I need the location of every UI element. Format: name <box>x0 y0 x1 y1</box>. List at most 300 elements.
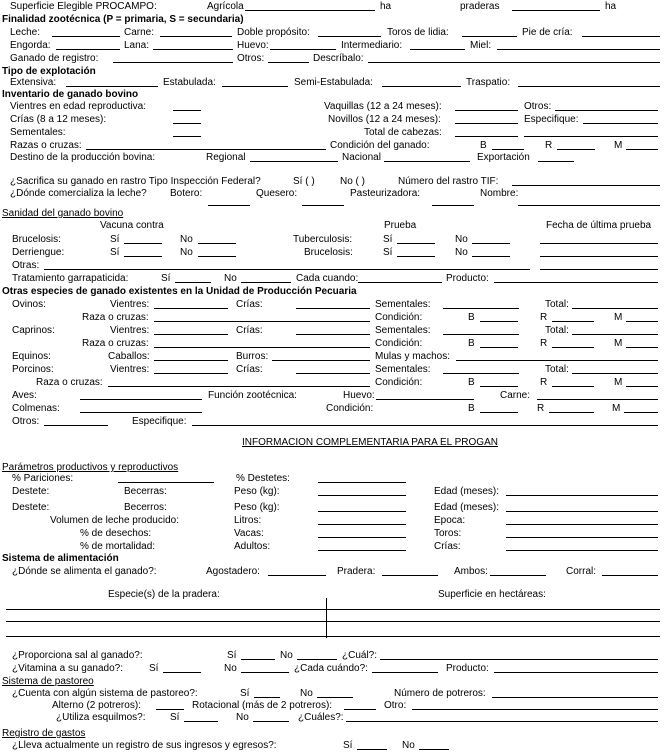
colmenas-b-field[interactable] <box>480 412 518 413</box>
vientres-field[interactable] <box>173 110 201 111</box>
leche-label: Leche: <box>10 27 41 38</box>
ovinos-crias-field[interactable] <box>296 308 370 309</box>
colmenas-r-field[interactable] <box>549 412 594 413</box>
funcion-label: Función zootécnica: <box>208 390 297 401</box>
pradera-row-1[interactable] <box>6 609 660 610</box>
extensiva-label: Extensiva: <box>10 77 57 88</box>
sal-label: ¿Proporciona sal al ganado?: <box>12 650 143 661</box>
pariciones-field[interactable] <box>118 482 214 483</box>
nacional-label: Nacional <box>342 152 381 163</box>
epoca-label: Epoca: <box>434 515 466 526</box>
condicion-m-label: M <box>614 140 623 151</box>
mulas-field[interactable] <box>456 360 658 361</box>
crias-param-label: Crías: <box>434 541 461 552</box>
sal-no-label: No <box>280 650 293 661</box>
ovinos-r-field[interactable] <box>552 321 594 322</box>
otras-especies-title: Otras especies de ganado existentes en la Unidad de Producción Pecuaria <box>2 286 357 297</box>
garrapaticida-si: Sí <box>161 273 171 284</box>
ha-label: ha <box>380 1 392 12</box>
caprinos-r-field[interactable] <box>552 347 594 348</box>
sacrifica-label: ¿Sacrifica su ganado en rastro Tipo Inspección Federal? <box>10 176 261 187</box>
alterno-field[interactable] <box>156 709 184 710</box>
caprinos-vientres-field[interactable] <box>154 334 228 335</box>
agricola-label: Agrícola <box>207 1 244 12</box>
ovinos-m-field[interactable] <box>626 321 658 322</box>
huevo-field[interactable] <box>270 49 336 50</box>
vacas-field[interactable] <box>318 537 406 538</box>
intermediario-field[interactable] <box>410 49 465 50</box>
traspatio-field[interactable] <box>518 86 660 87</box>
porcinos-crias-field[interactable] <box>296 373 370 374</box>
sal-si-field[interactable] <box>241 659 275 660</box>
otras-fecha-field[interactable] <box>540 269 658 270</box>
caprinos-label: Caprinos: <box>12 325 55 336</box>
porcinos-raza-label: Raza o cruzas: <box>36 377 103 388</box>
brucelosis-prueba-no-field[interactable] <box>472 256 510 257</box>
lleva-si-field[interactable] <box>357 749 387 750</box>
derriengue-si: Sí <box>110 247 120 258</box>
tuberculosis-no: No <box>455 234 468 245</box>
potreros-field[interactable] <box>492 697 658 698</box>
corral-field[interactable] <box>602 575 658 576</box>
otros-inv-field[interactable] <box>555 110 658 111</box>
nombre-field[interactable] <box>518 205 660 206</box>
porcinos-m-field[interactable] <box>626 386 658 387</box>
ovinos-total-field[interactable] <box>572 308 658 309</box>
caprinos-raza-label: Raza o cruzas: <box>82 338 149 349</box>
porcinos-b-label: B <box>468 377 475 388</box>
brucelosis-si-field[interactable] <box>124 243 162 244</box>
otros-inv-label: Otros: <box>524 101 552 112</box>
ovinos-raza-field[interactable] <box>154 321 370 322</box>
especifique-field-2[interactable] <box>524 136 658 137</box>
toros-lidia-label: Toros de lidia: <box>387 27 449 38</box>
vacas-label: Vacas: <box>234 528 264 539</box>
caprinos-b-label: B <box>468 338 475 349</box>
vitamina-no-field[interactable] <box>241 672 289 673</box>
vitamina-producto-field[interactable] <box>494 672 658 673</box>
becerros-peso-field[interactable] <box>318 511 406 512</box>
brucelosis-prueba-no: No <box>455 247 468 258</box>
otros-especies-field[interactable] <box>44 425 108 426</box>
porcinos-total-label: Total: <box>545 364 569 375</box>
caprinos-total-label: Total: <box>545 325 569 336</box>
toros-lidia-field[interactable] <box>462 36 517 37</box>
lleva-si-label: Sí <box>343 740 353 751</box>
pie-cria-field[interactable] <box>582 36 660 37</box>
pastoreo-title: Sistema de pastoreo <box>2 676 94 687</box>
vientres-label: Vientres en edad reproductiva: <box>10 101 147 112</box>
sacrifica-si[interactable]: Sí ( ) <box>293 176 315 187</box>
inventario-title: Inventario de ganado bovino <box>2 89 139 100</box>
miel-field[interactable] <box>497 49 660 50</box>
aves-label: Aves: <box>12 390 37 401</box>
ha-label-2: ha <box>605 1 617 12</box>
extensiva-field[interactable] <box>66 86 158 87</box>
pradera-table-divider <box>326 598 327 638</box>
brucelosis-no-field[interactable] <box>198 243 236 244</box>
caprinos-sementales-field[interactable] <box>443 334 519 335</box>
rotacional-label: Rotacional (más de 2 potreros): <box>192 700 333 711</box>
sementales-field[interactable] <box>173 136 201 137</box>
ovinos-sementales-field[interactable] <box>443 308 519 309</box>
ovinos-total-label: Total: <box>545 299 569 310</box>
tuberculosis-si-field[interactable] <box>397 243 435 244</box>
condicion-b-field[interactable] <box>492 149 524 150</box>
producto-label: Producto: <box>446 273 489 284</box>
ovinos-b-label: B <box>468 312 475 323</box>
destete-label-2: Destete: <box>12 502 50 513</box>
razas-field[interactable] <box>86 149 326 150</box>
vitamina-producto-label: Producto: <box>446 663 489 674</box>
carne-aves-label: Carne: <box>500 390 531 401</box>
numero-tif-field[interactable] <box>512 185 660 186</box>
novillos-label: Novillos (12 a 24 meses): <box>328 114 441 125</box>
parametros-title: Parámetros productivos y reproductivos <box>2 462 179 473</box>
condicion-m-field[interactable] <box>626 149 658 150</box>
pie-cria-label: Pie de cría: <box>522 27 573 38</box>
caballos-field[interactable] <box>154 360 228 361</box>
superficie-label: Superficie Elegible PROCAMPO: <box>10 1 157 12</box>
cual-field[interactable] <box>380 659 658 660</box>
ovinos-raza-label: Raza o cruzas: <box>82 312 149 323</box>
pradera-row-3[interactable] <box>6 636 660 637</box>
engorda-label: Engorda: <box>10 40 51 51</box>
otro-label: Otro: <box>384 700 407 711</box>
ambos-field[interactable] <box>490 575 546 576</box>
colmenas-field[interactable] <box>80 412 202 413</box>
lana-label: Lana: <box>124 40 150 51</box>
porcinos-raza-field[interactable] <box>108 386 370 387</box>
sal-si-label: Sí <box>227 650 237 661</box>
porcinos-sementales-field[interactable] <box>443 373 519 374</box>
carne-field[interactable] <box>160 36 232 37</box>
especifique-especies-label: Especifique: <box>132 416 187 427</box>
brucelosis-prueba-si-field[interactable] <box>397 256 435 257</box>
becerros-label: Becerros: <box>124 502 167 513</box>
exportacion-field[interactable] <box>538 161 574 162</box>
vitamina-si-label: Sí <box>149 663 159 674</box>
praderas-label: praderas <box>460 1 500 12</box>
otros-especies-label: Otros: <box>12 416 40 427</box>
burros-label: Burros: <box>236 351 269 362</box>
caprinos-m-label: M <box>614 338 623 349</box>
colmenas-r-label: R <box>537 403 545 414</box>
becerras-edad-label: Edad (meses): <box>434 486 500 497</box>
epoca-field[interactable] <box>506 524 658 525</box>
volumen-label: Volumen de leche producido: <box>50 515 179 526</box>
garrapaticida-no: No <box>224 273 237 284</box>
miel-label: Miel: <box>470 40 492 51</box>
becerros-edad-label: Edad (meses): <box>434 502 500 513</box>
praderas-field[interactable] <box>512 10 600 11</box>
brucelosis-si: Sí <box>110 234 120 245</box>
estabulada-field[interactable] <box>222 86 288 87</box>
semi-field[interactable] <box>382 86 461 87</box>
litros-field[interactable] <box>318 524 406 525</box>
litros-label: Litros: <box>234 515 262 526</box>
toros-label: Toros: <box>434 528 462 539</box>
sementales-label: Sementales: <box>10 127 66 138</box>
quesero-field[interactable] <box>302 205 344 206</box>
ganado-registro-field[interactable] <box>113 62 233 63</box>
becerras-edad-field[interactable] <box>506 495 658 496</box>
carne-aves-field[interactable] <box>537 399 658 400</box>
especies-pradera-label: Especie(s) de la pradera: <box>108 589 220 600</box>
carne-label: Carne: <box>124 27 155 38</box>
porcinos-total-field[interactable] <box>572 373 658 374</box>
caprinos-raza-field[interactable] <box>154 347 370 348</box>
caprinos-vientres-label: Vientres: <box>110 325 150 336</box>
novillos-field[interactable] <box>455 123 518 124</box>
esquilmos-si-label: Sí <box>170 712 180 723</box>
total-cabezas-label: Total de cabezas: <box>364 127 442 138</box>
lleva-no-label: No <box>402 740 415 751</box>
razas-label: Razas o cruzas: <box>10 140 82 151</box>
condicion-r-label: R <box>545 140 553 151</box>
esquilmos-no-field[interactable] <box>253 721 289 722</box>
comercializa-label: ¿Dónde comercializa la leche? <box>10 188 147 199</box>
botero-field[interactable] <box>208 205 250 206</box>
ovinos-m-label: M <box>614 312 623 323</box>
nacional-field[interactable] <box>384 161 470 162</box>
botero-label: Botero: <box>170 188 203 199</box>
brucelosis-no: No <box>180 234 193 245</box>
crias-field[interactable] <box>173 123 201 124</box>
potreros-label: Número de potreros: <box>394 688 486 699</box>
porcinos-vientres-label: Vientres: <box>110 364 150 375</box>
destetes-field[interactable] <box>318 482 406 483</box>
finalidad-title: Finalidad zootécnica (P = primaria, S = secundaria) <box>2 14 244 25</box>
otras-field[interactable] <box>44 269 530 270</box>
especifique-label: Especifique: <box>524 114 579 125</box>
otro-field[interactable] <box>412 709 658 710</box>
becerros-peso-label: Peso (kg): <box>234 502 280 513</box>
vitamina-no-label: No <box>224 663 237 674</box>
derriengue-no-field[interactable] <box>198 256 236 257</box>
describalo-field[interactable] <box>368 62 660 63</box>
regional-field[interactable] <box>250 161 338 162</box>
cada-cuando-field[interactable] <box>358 282 442 283</box>
equinos-label: Equinos: <box>12 351 51 362</box>
derriengue-si-field[interactable] <box>124 256 162 257</box>
aves-field[interactable] <box>80 399 202 400</box>
caprinos-crias-field[interactable] <box>296 334 370 335</box>
numero-tif-label: Número del rastro TIF: <box>398 176 499 187</box>
producto-field[interactable] <box>494 282 658 283</box>
becerras-label: Becerras: <box>124 486 167 497</box>
destetes-label: % Destetes: <box>236 473 290 484</box>
vitamina-si-field[interactable] <box>163 672 201 673</box>
lleva-label: ¿Lleva actualmente un registro de sus ingresos y egresos?: <box>12 740 277 751</box>
cuenta-no-label: No <box>300 688 313 699</box>
caprinos-crias-label: Crías: <box>236 325 263 336</box>
caballos-label: Caballos: <box>108 351 150 362</box>
vaquillas-label: Vaquillas (12 a 24 meses): <box>324 101 442 112</box>
doble-field[interactable] <box>318 36 381 37</box>
esquilmos-si-field[interactable] <box>184 721 218 722</box>
brucelosis-prueba-label: Brucelosis: <box>304 247 353 258</box>
cuenta-si-field[interactable] <box>254 697 280 698</box>
cuenta-si-label: Sí <box>240 688 250 699</box>
becerros-edad-field[interactable] <box>506 511 658 512</box>
cuenta-no-field[interactable] <box>317 697 353 698</box>
especifique-field[interactable] <box>583 123 658 124</box>
sal-no-field[interactable] <box>297 659 337 660</box>
prueba-label: Prueba <box>384 220 417 231</box>
porcinos-vientres-field[interactable] <box>154 373 228 374</box>
especifique-especies-field[interactable] <box>192 425 658 426</box>
pradera-row-2[interactable] <box>6 621 660 622</box>
destino-label: Destino de la producción bovina: <box>10 152 156 163</box>
condicion-r-field[interactable] <box>557 149 595 150</box>
cuenta-label: ¿Cuenta con algún sistema de pastoreo?: <box>12 688 198 699</box>
garrapaticida-no-field[interactable] <box>241 282 291 283</box>
donde-label: ¿Dónde se alimenta el ganado?: <box>12 566 157 577</box>
pradera-label: Pradera: <box>337 566 376 577</box>
ovinos-condicion-label: Condición: <box>375 312 423 323</box>
desechos-label: % de desechos: <box>80 528 152 539</box>
alimentacion-title: Sistema de alimentación <box>2 553 119 564</box>
brucelosis-prueba-si: Sí <box>383 247 393 258</box>
colmenas-b-label: B <box>468 403 475 414</box>
toros-field[interactable] <box>506 537 658 538</box>
engorda-field[interactable] <box>56 49 120 50</box>
vaquillas-field[interactable] <box>455 110 518 111</box>
ganado-registro-label: Ganado de registro: <box>10 53 99 64</box>
vacuna-label: Vacuna contra <box>100 220 164 231</box>
ovinos-r-label: R <box>540 312 548 323</box>
vitamina-label: ¿Vitamina a su ganado?: <box>12 663 124 674</box>
huevo-aves-field[interactable] <box>376 399 474 400</box>
semi-label: Semi-Estabulada: <box>294 77 373 88</box>
ovinos-b-field[interactable] <box>480 321 518 322</box>
colmenas-label: Colmenas: <box>12 403 60 414</box>
caprinos-total-field[interactable] <box>572 334 658 335</box>
intermediario-label: Intermediario: <box>341 40 403 51</box>
huevo-label: Huevo: <box>237 40 269 51</box>
caprinos-b-field[interactable] <box>480 347 518 348</box>
porcinos-crias-label: Crías: <box>236 364 263 375</box>
gastos-title: Registro de gastos <box>2 728 86 739</box>
derriengue-label: Derriengue: <box>12 247 65 258</box>
porcinos-r-label: R <box>540 377 548 388</box>
superficie-ha-label: Superficie en hectáreas: <box>438 589 546 600</box>
cuales-field[interactable] <box>346 721 658 722</box>
adultos-field[interactable] <box>318 550 406 551</box>
burros-field[interactable] <box>272 360 370 361</box>
ovinos-vientres-field[interactable] <box>154 308 228 309</box>
cada-cuando-label: Cada cuando: <box>296 273 359 284</box>
porcinos-label: Porcinos: <box>12 364 54 375</box>
huevo-aves-label: Huevo: <box>343 390 375 401</box>
crias-param-field[interactable] <box>506 550 658 551</box>
otros-field[interactable] <box>268 62 309 63</box>
cuales-label: ¿Cuáles?: <box>298 712 344 723</box>
otros-label: Otros: <box>237 53 265 64</box>
pradera-field[interactable] <box>382 575 438 576</box>
tuberculosis-fecha-field[interactable] <box>540 243 658 244</box>
cual-label: ¿Cuál?: <box>342 650 378 661</box>
ambos-label: Ambos: <box>454 566 488 577</box>
pariciones-label: % Pariciones: <box>12 473 74 484</box>
destete-label: Destete: <box>12 486 50 497</box>
garrapaticida-label: Tratamiento garrapaticida: <box>12 273 129 284</box>
agostadero-field[interactable] <box>268 575 326 576</box>
describalo-label: Descríbalo: <box>313 53 364 64</box>
garrapaticida-si-field[interactable] <box>175 282 211 283</box>
colmenas-m-label: M <box>612 403 621 414</box>
mortalidad-label: % de mortalidad: <box>80 541 156 552</box>
corral-label: Corral: <box>566 566 597 577</box>
tuberculosis-label: Tuberculosis: <box>293 234 353 245</box>
vitamina-cada-field[interactable] <box>372 672 438 673</box>
colmenas-m-field[interactable] <box>624 412 658 413</box>
porcinos-r-field[interactable] <box>552 386 594 387</box>
leche-field[interactable] <box>52 36 120 37</box>
rotacional-field[interactable] <box>344 709 376 710</box>
caprinos-r-label: R <box>540 338 548 349</box>
brucelosis-fecha-field[interactable] <box>540 256 658 257</box>
total-cabezas-field[interactable] <box>455 136 518 137</box>
lana-field[interactable] <box>153 49 233 50</box>
becerras-peso-field[interactable] <box>318 495 406 496</box>
exportacion-label: Exportación <box>477 152 530 163</box>
agostadero-label: Agostadero: <box>206 566 260 577</box>
alterno-label: Alterno (2 potreros): <box>52 700 141 711</box>
quesero-label: Quesero: <box>256 188 298 199</box>
pasteurizadora-field[interactable] <box>432 205 474 206</box>
tuberculosis-si: Sí <box>383 234 393 245</box>
vitamina-cada-label: ¿Cada cuándo?: <box>294 663 368 674</box>
progan-title: INFORMACION COMPLEMENTARIA PARA EL PROGAN <box>242 437 498 448</box>
explotacion-title: Tipo de explotación <box>2 66 96 77</box>
doble-label: Doble propósito: <box>237 27 310 38</box>
porcinos-condicion-label: Condición: <box>375 377 423 388</box>
lleva-no-field[interactable] <box>419 749 449 750</box>
caprinos-condicion-label: Condición: <box>375 338 423 349</box>
caprinos-sementales-label: Sementales: <box>375 325 431 336</box>
pasteurizadora-label: Pasteurizadora: <box>350 188 421 199</box>
sanidad-title: Sanidad del ganado bovino <box>2 208 124 219</box>
ovinos-label: Ovinos: <box>12 299 46 310</box>
porcinos-sementales-label: Sementales: <box>375 364 431 375</box>
condicion-label: Condición del ganado: <box>330 140 430 151</box>
caprinos-m-field[interactable] <box>626 347 658 348</box>
nombre-label: Nombre: <box>480 188 519 199</box>
otras-label: Otras: <box>12 260 40 271</box>
sacrifica-no[interactable]: No ( ) <box>340 176 365 187</box>
derriengue-no: No <box>180 247 193 258</box>
adultos-label: Adultos: <box>234 541 271 552</box>
porcinos-b-field[interactable] <box>480 386 518 387</box>
ovinos-vientres-label: Vientres: <box>110 299 150 310</box>
tuberculosis-no-field[interactable] <box>472 243 510 244</box>
agricola-field[interactable] <box>245 10 375 11</box>
regional-label: Regional <box>206 152 246 163</box>
ovinos-crias-label: Crías: <box>236 299 263 310</box>
fecha-label: Fecha de última prueba <box>546 220 652 231</box>
mulas-label: Mulas y machos: <box>375 351 451 362</box>
traspatio-label: Traspatio: <box>466 77 511 88</box>
esquilmos-label: ¿Utiliza esquilmos?: <box>56 712 146 723</box>
brucelosis-label: Brucelosis: <box>12 234 61 245</box>
ovinos-sementales-label: Sementales: <box>375 299 431 310</box>
porcinos-m-label: M <box>614 377 623 388</box>
estabulada-label: Estabulada: <box>163 77 216 88</box>
crias-label: Crías (8 a 12 meses): <box>10 114 107 125</box>
esquilmos-no-label: No <box>236 712 249 723</box>
